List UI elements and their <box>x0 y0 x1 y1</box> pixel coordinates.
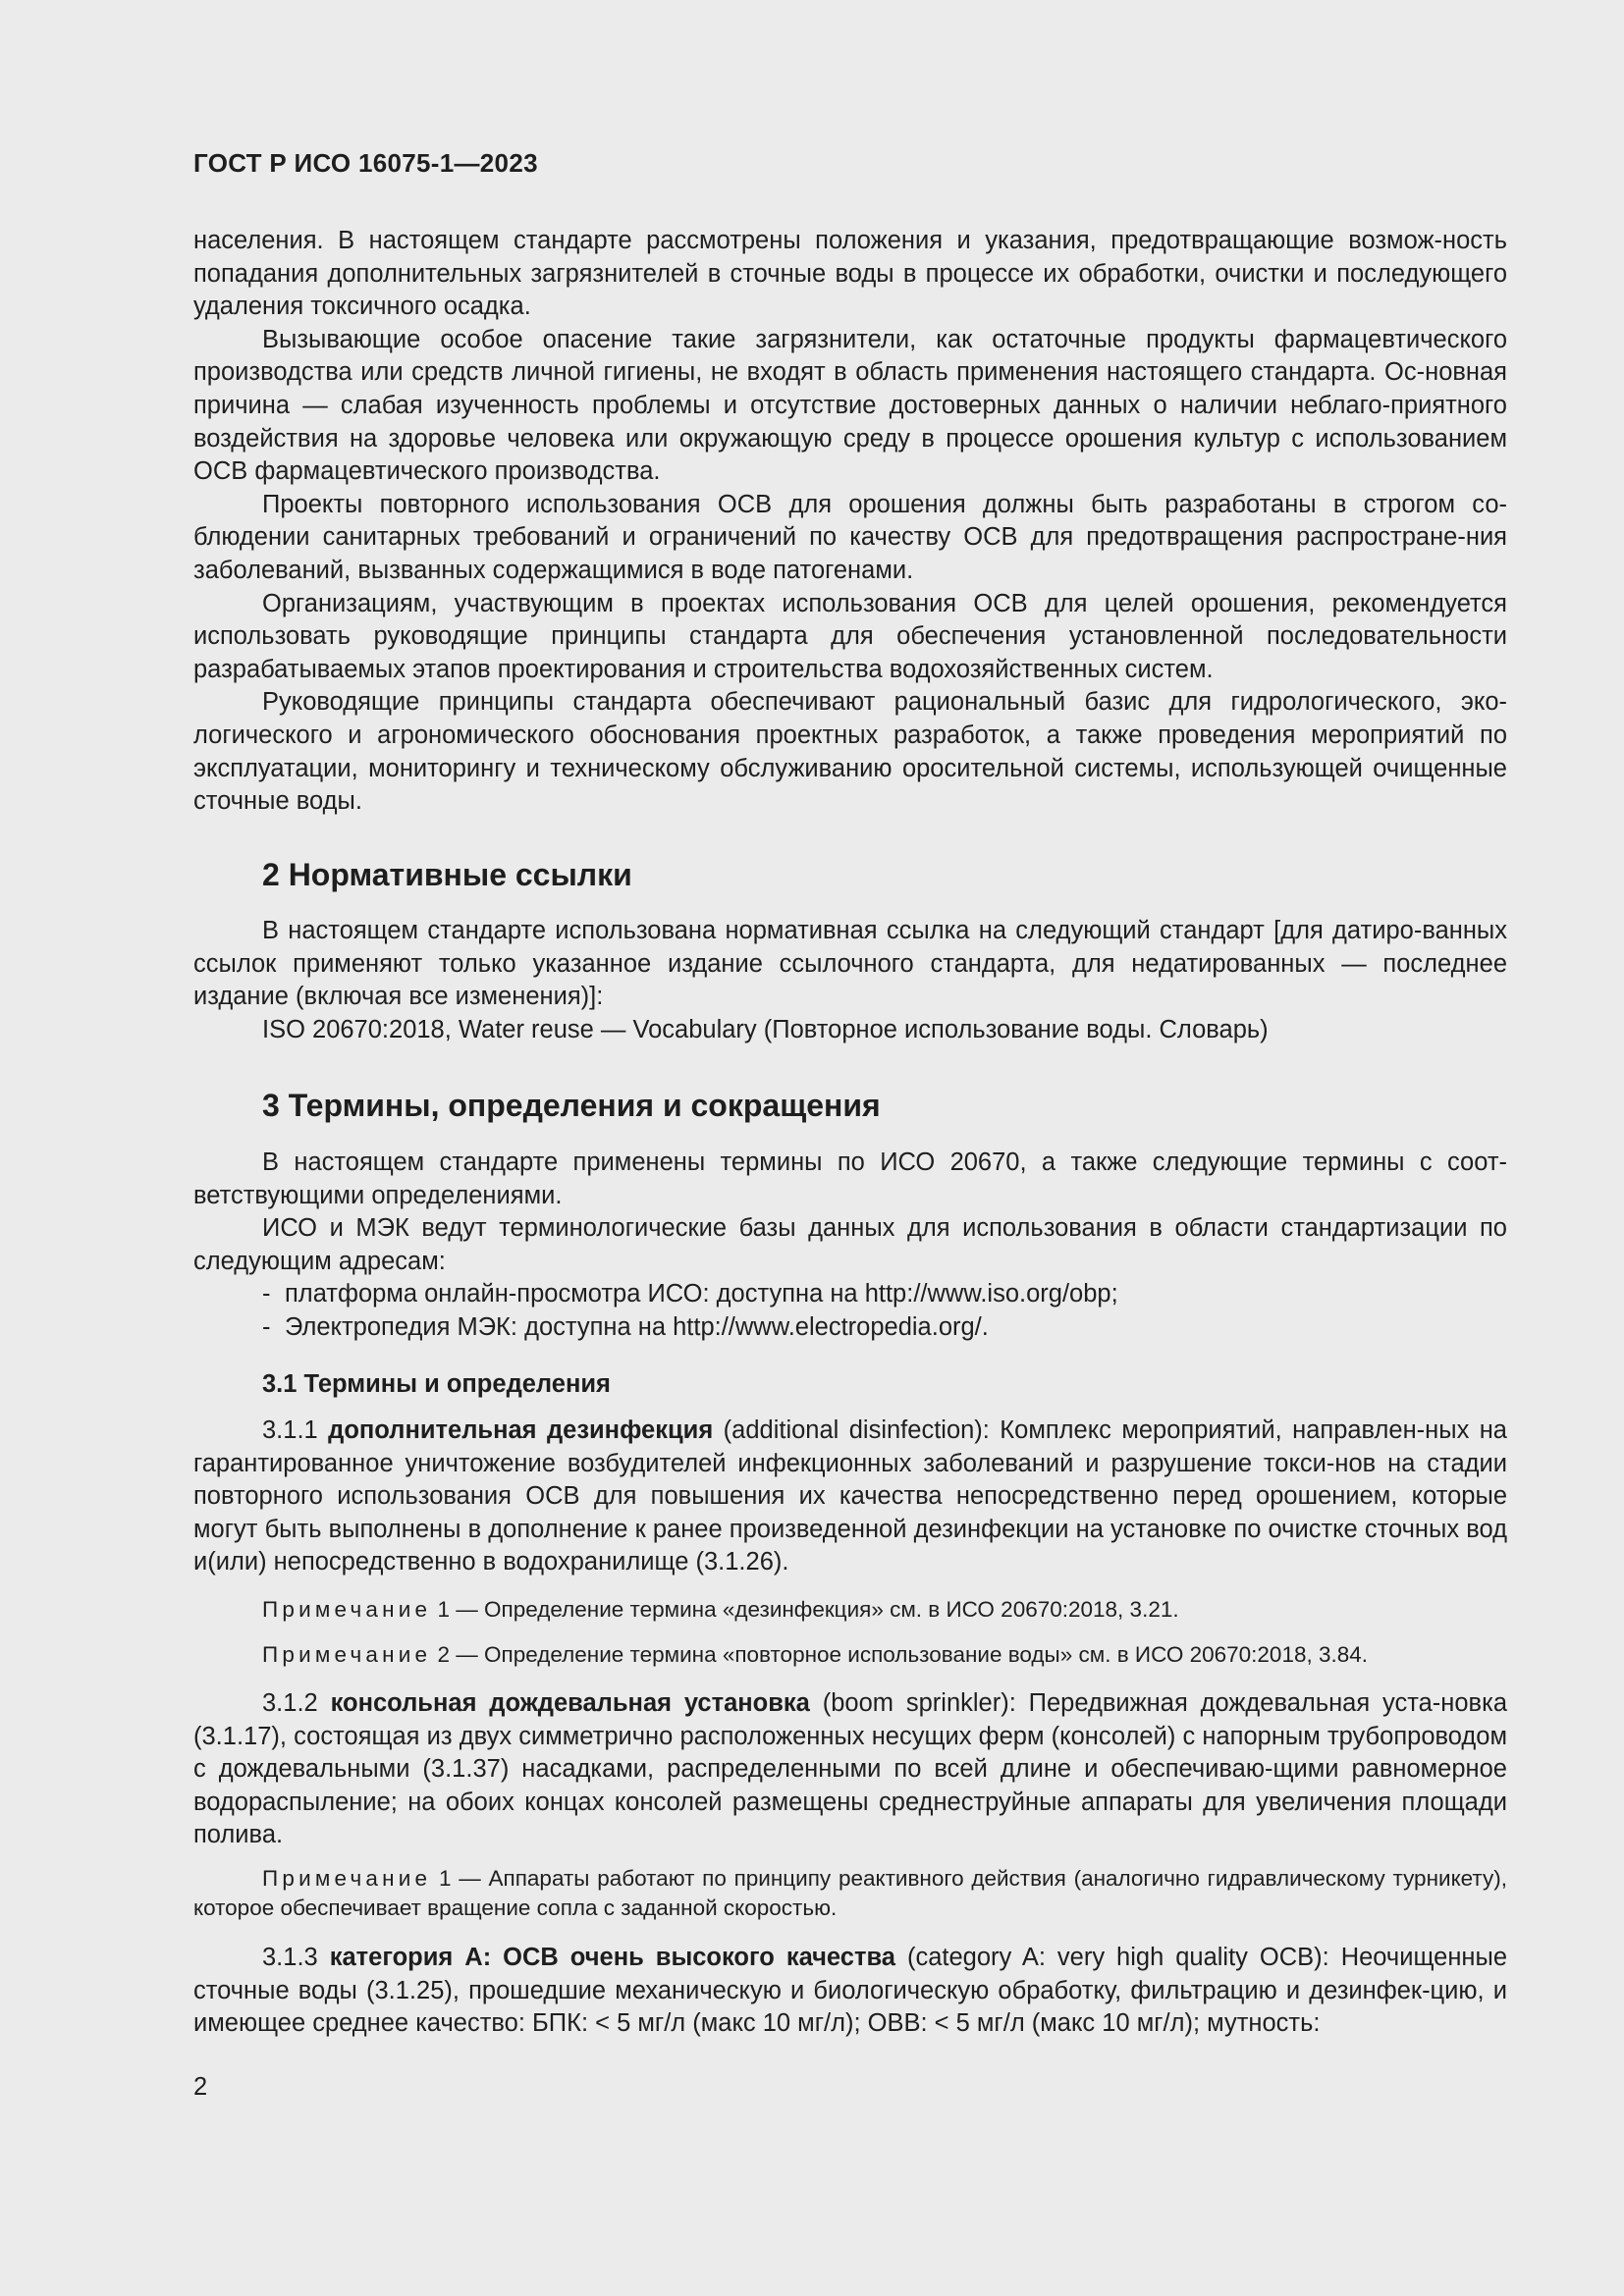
term-text: (additional disinfection): Комплекс мероприятий, направлен-ных на гарантированное уничтожение возбудителей инфекционных заболеваний и разрушение токси-нов на стадии повторного использования ОСВ для повышения их качества непосредственно перед орошением, которые могут быть выполнены в дополнение к ранее произведенной дезинфекции на установке по очистке сточных вод и(или) непосредственно в водохранилище (3.1.26). <box>193 1416 1507 1576</box>
term-number: 3.1.3 <box>262 1944 318 1971</box>
document-code-header: ГОСТ Р ИСО 16075-1—2023 <box>193 148 538 178</box>
page-number: 2 <box>193 2073 208 2101</box>
intro-paragraph-3: Проекты повторного использования ОСВ для орошения должны быть разработаны в строгом со-блюдении санитарных требований и ограничений по качеству ОСВ для предотвращения распростране-ния заболеваний, вызванных содержащимися в воде патогенами. <box>193 490 1507 584</box>
section-3 <box>193 1086 1507 1125</box>
note <box>193 1864 1507 1923</box>
term-definition <box>193 1942 1507 2041</box>
list-marker: - <box>262 1312 271 1341</box>
term-definition <box>193 1687 1507 1852</box>
note-text: 1 — Определение термина «дезинфекция» см. в ИСО 20670:2018, 3.21. <box>437 1597 1179 1622</box>
term-text: (boom sprinkler): Передвижная дождевальная уста-новка (3.1.17), состоящая из двух симметрично расположенных несущих ферм (консолей) с напорным трубопроводом с дождевальными (3.1.37) насадками, распределенными по всей длине и обеспечиваю-щими равномерное водораспыление; на обоих концах консолей размещены среднеструйные аппараты для увеличения площади полива. <box>193 1689 1508 1849</box>
intro-paragraph-2: Вызывающие особое опасение такие загрязнители, как остаточные продукты фармацевтического производства или средств личной гигиены, не входят в область применения настоящего стандарта. Ос-новная причина — слабая изученность проблемы и отсутствие достоверных данных о наличии неблаго-приятного воздействия на здоровье человека или окружающую среду в процессе орошения культур с использованием ОСВ фармацевтического производства. <box>193 325 1507 486</box>
section-3-paragraph-1: В настоящем стандарте применены термины по ИСО 20670, а также следующие термины с соот-ветствующими определениями. <box>193 1148 1507 1209</box>
term-3-1-3 <box>193 1942 1507 2041</box>
section-3-body <box>193 1147 1507 1345</box>
normative-reference: ISO 20670:2018, Water reuse — Vocabulary (Повторное использование воды. Словарь) <box>262 1015 1269 1043</box>
note-label: Примечание <box>262 1642 432 1667</box>
section-2-body <box>193 915 1507 1046</box>
term-name: категория А: ОСВ очень высокого качества <box>329 1944 895 1971</box>
term-name: консольная дождевальная установка <box>330 1689 810 1717</box>
term-number: 3.1.1 <box>262 1416 318 1444</box>
term-text: (category A: very high quality ОСВ): Неочищенные сточные воды (3.1.25), прошедшие механическую и биологическую обработку, фильтрацию и дезинфек-цию, и имеющее среднее качество: БПК: < 5 мг/л (макс 10 мг/л); ОВВ: < 5 мг/л (макс 10 мг/л); мутность: <box>193 1944 1508 2038</box>
term-definition <box>193 1415 1507 1579</box>
term-3-1-1-note-1 <box>193 1595 1507 1625</box>
term-3-1-1-note-2 <box>193 1640 1507 1670</box>
subsection-3-1 <box>193 1367 1507 1401</box>
section-2-title: 2 Нормативные ссылки <box>262 857 632 892</box>
list-item-text: Электропедия МЭК: доступна на http://www.electropedia.org/. <box>285 1312 989 1341</box>
note-text: 2 — Определение термина «повторное использование воды» см. в ИСО 20670:2018, 3.84. <box>437 1642 1369 1667</box>
list-item-text: платформа онлайн-просмотра ИСО: доступна на http://www.iso.org/obp; <box>285 1280 1118 1308</box>
subsection-3-1-title: 3.1 Термины и определения <box>262 1370 611 1398</box>
note-label: Примечание <box>262 1597 432 1622</box>
note <box>193 1595 1507 1625</box>
term-number: 3.1.2 <box>262 1689 318 1717</box>
section-2-paragraph: В настоящем стандарте использована нормативная ссылка на следующий стандарт [для датиро-ванных ссылок применяют только указанное издание ссылочного стандарта, для недатированных — последнее издание (включая все изменения)]: <box>193 917 1507 1011</box>
list-item <box>193 1278 1507 1311</box>
list-item <box>193 1311 1507 1345</box>
intro-paragraph-4: Организациям, участвующим в проектах использования ОСВ для целей орошения, рекомендуется использовать руководящие принципы стандарта для обеспечения установленной последовательности разрабатываемых этапов проектирования и строительства водохозяйственных систем. <box>193 589 1507 683</box>
term-3-1-1 <box>193 1415 1507 1579</box>
list-marker: - <box>262 1280 271 1308</box>
term-3-1-2 <box>193 1687 1507 1852</box>
section-2 <box>193 855 1507 894</box>
section-3-title: 3 Термины, определения и сокращения <box>262 1088 881 1123</box>
intro-paragraph-1: населения. В настоящем стандарте рассмотрены положения и указания, предотвращающие возмож-ность попадания дополнительных загрязнителей в сточные воды в процессе их обработки, очистки и последующего удаления токсичного осадка. <box>193 227 1507 321</box>
note-label: Примечание <box>262 1866 432 1891</box>
term-3-1-2-note-1 <box>193 1864 1507 1923</box>
note <box>193 1640 1507 1670</box>
section-3-paragraph-2: ИСО и МЭК ведут терминологические базы данных для использования в области стандартизации по следующим адресам: <box>193 1214 1507 1275</box>
note-text: 1 — Аппараты работают по принципу реактивного действия (аналогично гидравлическому турникету), которое обеспечивает вращение сопла с заданной скоростью. <box>193 1866 1507 1920</box>
intro-block <box>193 225 1507 819</box>
intro-paragraph-5: Руководящие принципы стандарта обеспечивают рациональный базис для гидрологического, эко-логического и агрономического обоснования проектных разработок, а также проведения мероприятий по эксплуатации, мониторингу и техническому обслуживанию оросительной системы, использующей очищенные сточные воды. <box>193 688 1507 816</box>
term-name: дополнительная дезинфекция <box>328 1416 714 1444</box>
